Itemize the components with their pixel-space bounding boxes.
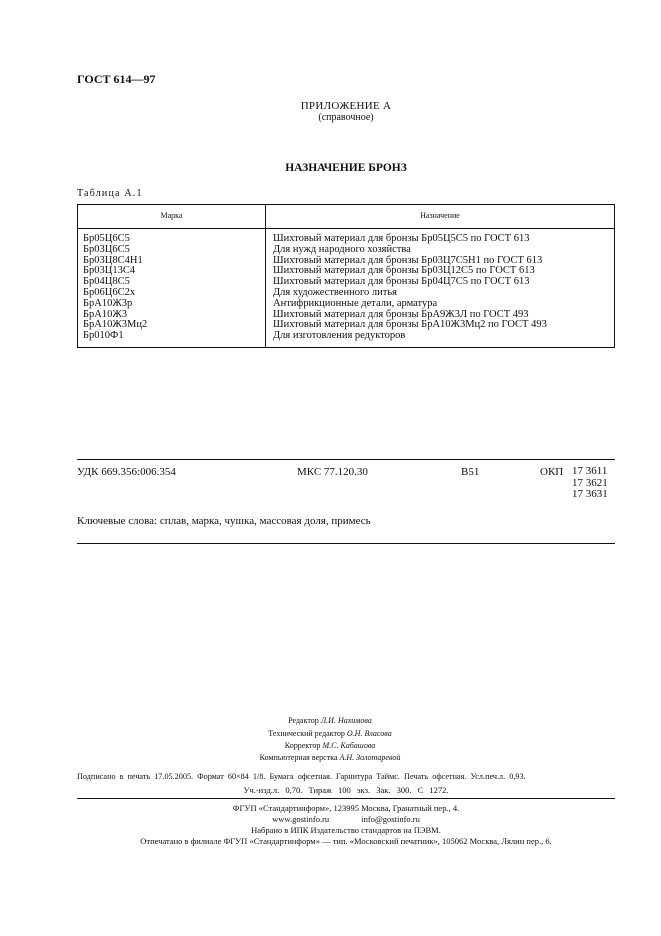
imprint-line2: Уч.-изд.л. 0,70. Тираж 100 экз. Зак. 300. С 1272. (243, 785, 449, 795)
table-cell-grade: БрА10Ж3Мц2 (83, 319, 148, 331)
table-cell-purpose: Шихтовый материал для бронзы Бр03Ц7С5Н1 по ГОСТ 613 (273, 254, 543, 266)
table-header-grade: Марка (160, 211, 183, 220)
imprint-line1: Подписано в печать 17.05.2005. Формат 60×84 1/8. Бумага офсетная. Гарнитура Таймс. Печать офсетная. Усл.печ.л. 0,93. (77, 772, 526, 781)
okp-code: 17 3621 (572, 476, 608, 489)
table-cell-grade: БрА10Ж3 (83, 308, 128, 320)
table-cell-purpose: Для нужд народного хозяйства (273, 243, 411, 255)
table-cell-grade: Бр010Ф1 (83, 330, 124, 342)
credit-layout: Компьютерная верстка А.Н. Золотаревой (259, 753, 401, 762)
group-code: В51 (461, 466, 480, 478)
table-cell-grade: БрА10Ж3р (83, 297, 133, 309)
table-header-divider (78, 228, 614, 229)
table-cell-grade: Бр03Ц8С4Н1 (83, 254, 143, 266)
credit-tech-editor: Технический редактор О.Н. Власова (268, 729, 392, 738)
divider-top (77, 459, 615, 460)
divider-imprint (77, 798, 615, 799)
credit-corrector: Корректор М.С. Кабашова (284, 741, 376, 750)
table-header-purpose: Назначение (420, 211, 460, 220)
keywords: Ключевые слова: сплав, марка, чушка, массовая доля, примесь (77, 515, 371, 527)
table-cell-purpose: Шихтовый материал для бронзы Бр03Ц12С5 по ГОСТ 613 (273, 265, 535, 277)
okp-codes (572, 466, 608, 501)
publisher-line3: Набрано в ИПК Издательство стандартов на ПЭВМ. (251, 825, 441, 835)
appendix-subtitle: (справочное) (318, 112, 374, 123)
okp-label: ОКП (540, 466, 564, 478)
table-cell-purpose: Для изготовления редукторов (273, 330, 406, 342)
table-cell-purpose: Антифрикционные детали, арматура (273, 297, 438, 309)
table-caption: Таблица А.1 (77, 188, 143, 199)
udk-code: УДК 669.356:006.354 (77, 466, 176, 478)
table-grade-column (83, 234, 147, 342)
table-cell-purpose: Шихтовый материал для бронзы Бр04Ц7С5 по ГОСТ 613 (273, 276, 530, 288)
okp-code: 17 3611 (572, 465, 608, 477)
appendix-title: ПРИЛОЖЕНИЕ А (300, 100, 392, 112)
table-column-divider (265, 205, 266, 347)
credit-editor: Редактор Л.И. Нахимова (288, 716, 372, 725)
mks-code: МКС 77.120.30 (297, 466, 368, 478)
table-cell-grade: Бр06Ц6С2х (83, 286, 136, 298)
section-title: НАЗНАЧЕНИЕ БРОНЗ (285, 162, 407, 174)
table-cell-purpose: Шихтовый материал для бронзы БрА10Ж3Мц2 по ГОСТ 493 (273, 319, 547, 331)
table-cell-grade: Бр05Ц6С5 (83, 233, 130, 244)
table-cell-grade: Бр03Ц13С4 (83, 265, 136, 277)
divider-bottom (77, 543, 615, 544)
table-cell-purpose: Шихтовый материал для бронзы БрА9Ж3Л по ГОСТ 493 (273, 308, 529, 320)
table-cell-grade: Бр04Ц8С5 (83, 276, 130, 288)
okp-code: 17 3631 (572, 488, 608, 500)
table-purpose-column (273, 234, 547, 342)
table-cell-grade: Бр03Ц6С5 (83, 243, 130, 255)
standard-number: ГОСТ 614—97 (77, 72, 156, 86)
publisher-line4: Отпечатано в филиале ФГУП «Стандартинформ» — тип. «Московский печатник», 105062 Москва, Лялин пер., 6. (140, 836, 552, 846)
publisher-line2: www.gostinfo.ru info@gostinfo.ru (272, 814, 420, 824)
table-cell-purpose: Шихтовый материал для бронзы Бр05Ц5С5 по ГОСТ 613 (273, 233, 530, 244)
brass-purpose-table (77, 204, 615, 348)
publisher-line1: ФГУП «Стандартинформ», 123995 Москва, Гранатный пер., 4. (232, 803, 460, 813)
table-cell-purpose: Для художественного литья (273, 286, 397, 298)
